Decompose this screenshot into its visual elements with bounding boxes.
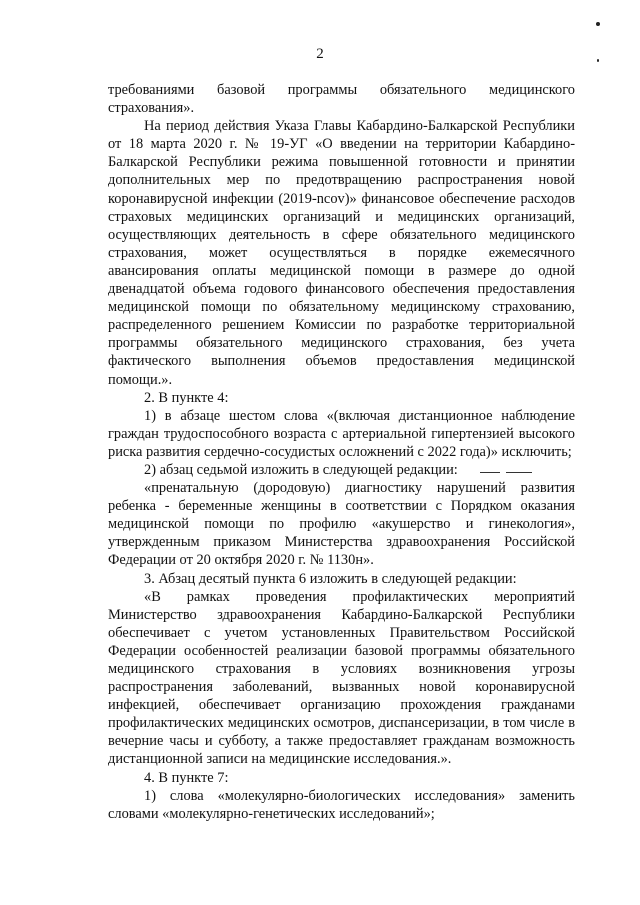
scanned-underline-mark (506, 472, 532, 473)
page-number: 2 (316, 46, 324, 62)
paragraph-continuation: требованиями базовой программы обязательного медицинского страхования». (108, 82, 575, 117)
paragraph-item-4: 4. В пункте 7: (144, 769, 229, 786)
scanned-underline-mark (480, 472, 500, 473)
margin-mark (596, 22, 600, 26)
paragraph-prevention: «В рамках проведения профилактических мероприятий Министерство здравоохранения Кабардино-Балкарской Республики обеспечивает с учетом установленных Правительством Российской Федерации особенностей реализации базовой программы обязательного медицинского страхования в условиях возникновения угрозы распространения заболеваний, вызванных новой коронавирусной инфекцией, обеспечивает организацию прохождения гражданами профилактических медицинских осмотров, диспансеризации, в том числе в вечерние часы и субботу, а также предоставляет гражданам возможность дистанционной записи на медицинские исследования.». (108, 588, 575, 768)
document-body (108, 81, 575, 823)
paragraph-item-4-subitem-1: 1) слова «молекулярно-биологических исследования» заменить словами «молекулярно-генетических исследований»; (108, 787, 575, 822)
paragraph-subitem-1: 1) в абзаце шестом слова «(включая дистанционное наблюдение граждан трудоспособного возраста с артериальной гипертензией высокого риска развития сердечно-сосудистых осложнений с 2022 года)» исключить; (108, 407, 575, 460)
paragraph-item-2: 2. В пункте 4: (144, 389, 229, 406)
paragraph-financing: На период действия Указа Главы Кабардино-Балкарской Республики от 18 марта 2020 г. № 19-УГ «О введении на территории Кабардино-Балкарской Республики режима повышенной готовности и принятии дополнительных мер по предотвращению распространения новой коронавирусной инфекции (2019-ncov)» финансовое обеспечение расходов страховых медицинских организаций и медицинских организаций, осуществляющих деятельность в сфере обязательного медицинского страхования, может осуществляться в порядке ежемесячного авансирования оплаты медицинской помощи в размере до одной двенадцатой объема годового финансового обеспечения предоставления медицинской помощи по обязательному медицинскому страхованию, распределенного решением Комиссии по разработке территориальной программы обязательного медицинского страхования, без учета фактического выполнения объемов предоставления медицинской помощи.». (108, 118, 575, 388)
paragraph-subitem-2: 2) абзац седьмой изложить в следующей редакции: (144, 461, 458, 478)
paragraph-item-3: 3. Абзац десятый пункта 6 изложить в следующей редакции: (144, 570, 517, 587)
paragraph-prenatal: «пренатальную (дородовую) диагностику нарушений развития ребенка - беременные женщины в соответствии с Порядком оказания медицинской помощи по профилю «акушерство и гинекология», утвержденным приказом Министерства здравоохранения Российской Федерации от 20 октября 2020 г. № 1130н». (108, 480, 575, 569)
